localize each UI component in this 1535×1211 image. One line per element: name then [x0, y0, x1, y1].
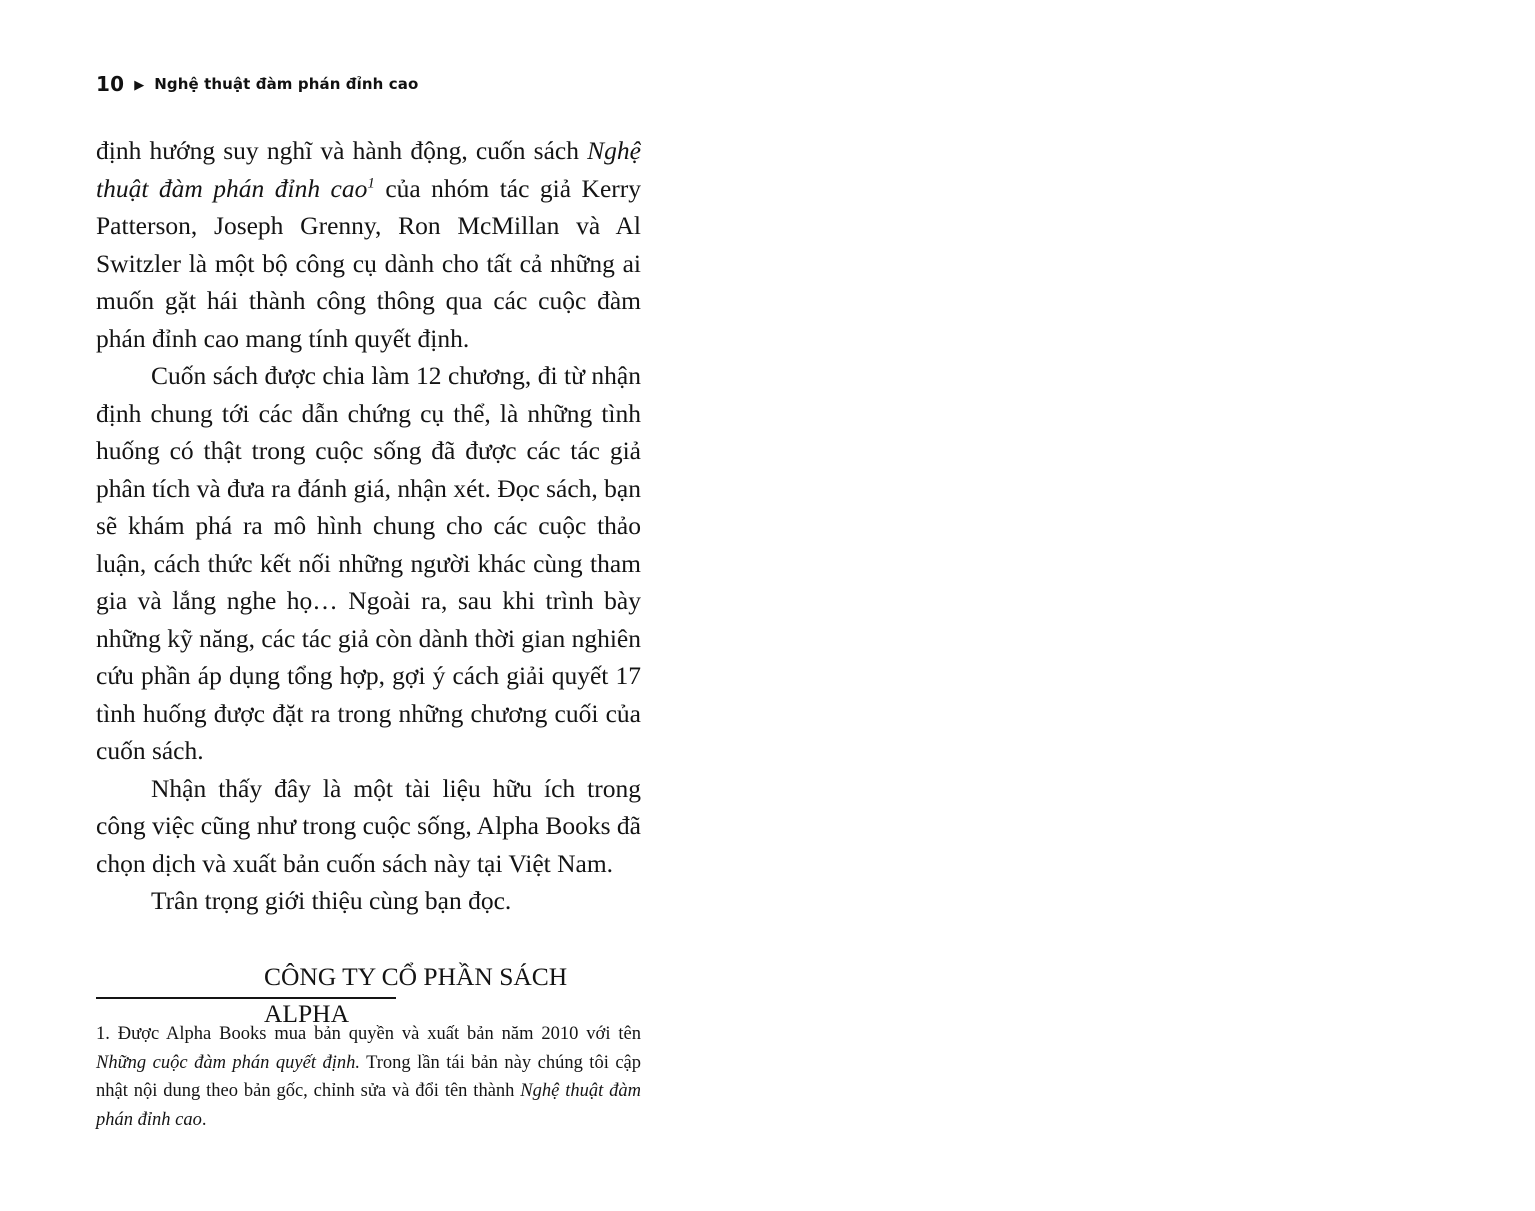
footnote-title-1-italic: Những cuộc đàm phán quyết định. [96, 1052, 360, 1073]
footnote-seg-1: 1. Được Alpha Books mua bản quyền và xuất bản năm 2010 với tên [96, 1024, 641, 1044]
body-text-column [96, 132, 641, 1033]
footnote-title-2-italic: Nghệ thuật đàm phán đỉnh cao [96, 1081, 641, 1130]
footnote-seg-3: Trong lần tái bản này chúng tôi cập nhật nội dung theo bản gốc, chỉnh sửa và đổi tên thành [96, 1052, 641, 1101]
footnote-text [96, 1020, 641, 1134]
book-title-italic: Nghệ thuật đàm phán đỉnh cao [96, 136, 641, 203]
paragraph-3: Nhận thấy đây là một tài liệu hữu ích trong công việc cũng như trong cuộc sống, Alpha Books đã chọn dịch và xuất bản cuốn sách này tại Việt Nam. [96, 773, 641, 878]
running-head-title: Nghệ thuật đàm phán đỉnh cao [154, 75, 419, 93]
para1-pre-text: định hướng suy nghĩ và hành động, cuốn sách [96, 136, 588, 165]
footnote-marker: 1 [367, 175, 375, 191]
paragraph-4: Trân trọng giới thiệu cùng bạn đọc. [151, 886, 512, 915]
footnote-seg-5: . [201, 1109, 207, 1130]
paragraph-2: Cuốn sách được chia làm 12 chương, đi từ nhận định chung tới các dẫn chứng cụ thể, là những tình huống có thật trong cuộc sống đã được các tác giả phân tích và đưa ra đánh giá, nhận xét. Đọc sách, bạn sẽ khám phá ra mô hình chung cho các cuộc thảo luận, cách thức kết nối những người khác cùng tham gia và lắng nghe họ… Ngoài ra, sau khi trình bày những kỹ năng, các tác giả còn dành thời gian nghiên cứu phần áp dụng tổng hợp, gợi ý cách giải quyết 17 tình huống được đặt ra trong những chương cuối của cuốn sách. [96, 361, 641, 765]
footnote-separator-rule [96, 997, 396, 999]
paragraph-continuation [96, 132, 641, 357]
running-head [96, 72, 418, 96]
footnote-block [96, 1020, 641, 1134]
triangle-marker-icon: ▶ [134, 77, 145, 93]
para1-post-text: của nhóm tác giả Kerry Patterson, Joseph Grenny, Ron McMillan và Al Switzler là một bộ công cụ dành cho tất cả những ai muốn gặt hái thành công thông qua các cuộc đàm phán đỉnh cao mang tính quyết định. [96, 173, 641, 353]
signature-line: CÔNG TY CỔ PHẦN SÁCH ALPHA [264, 961, 568, 1028]
page-number: 10 [96, 72, 125, 96]
